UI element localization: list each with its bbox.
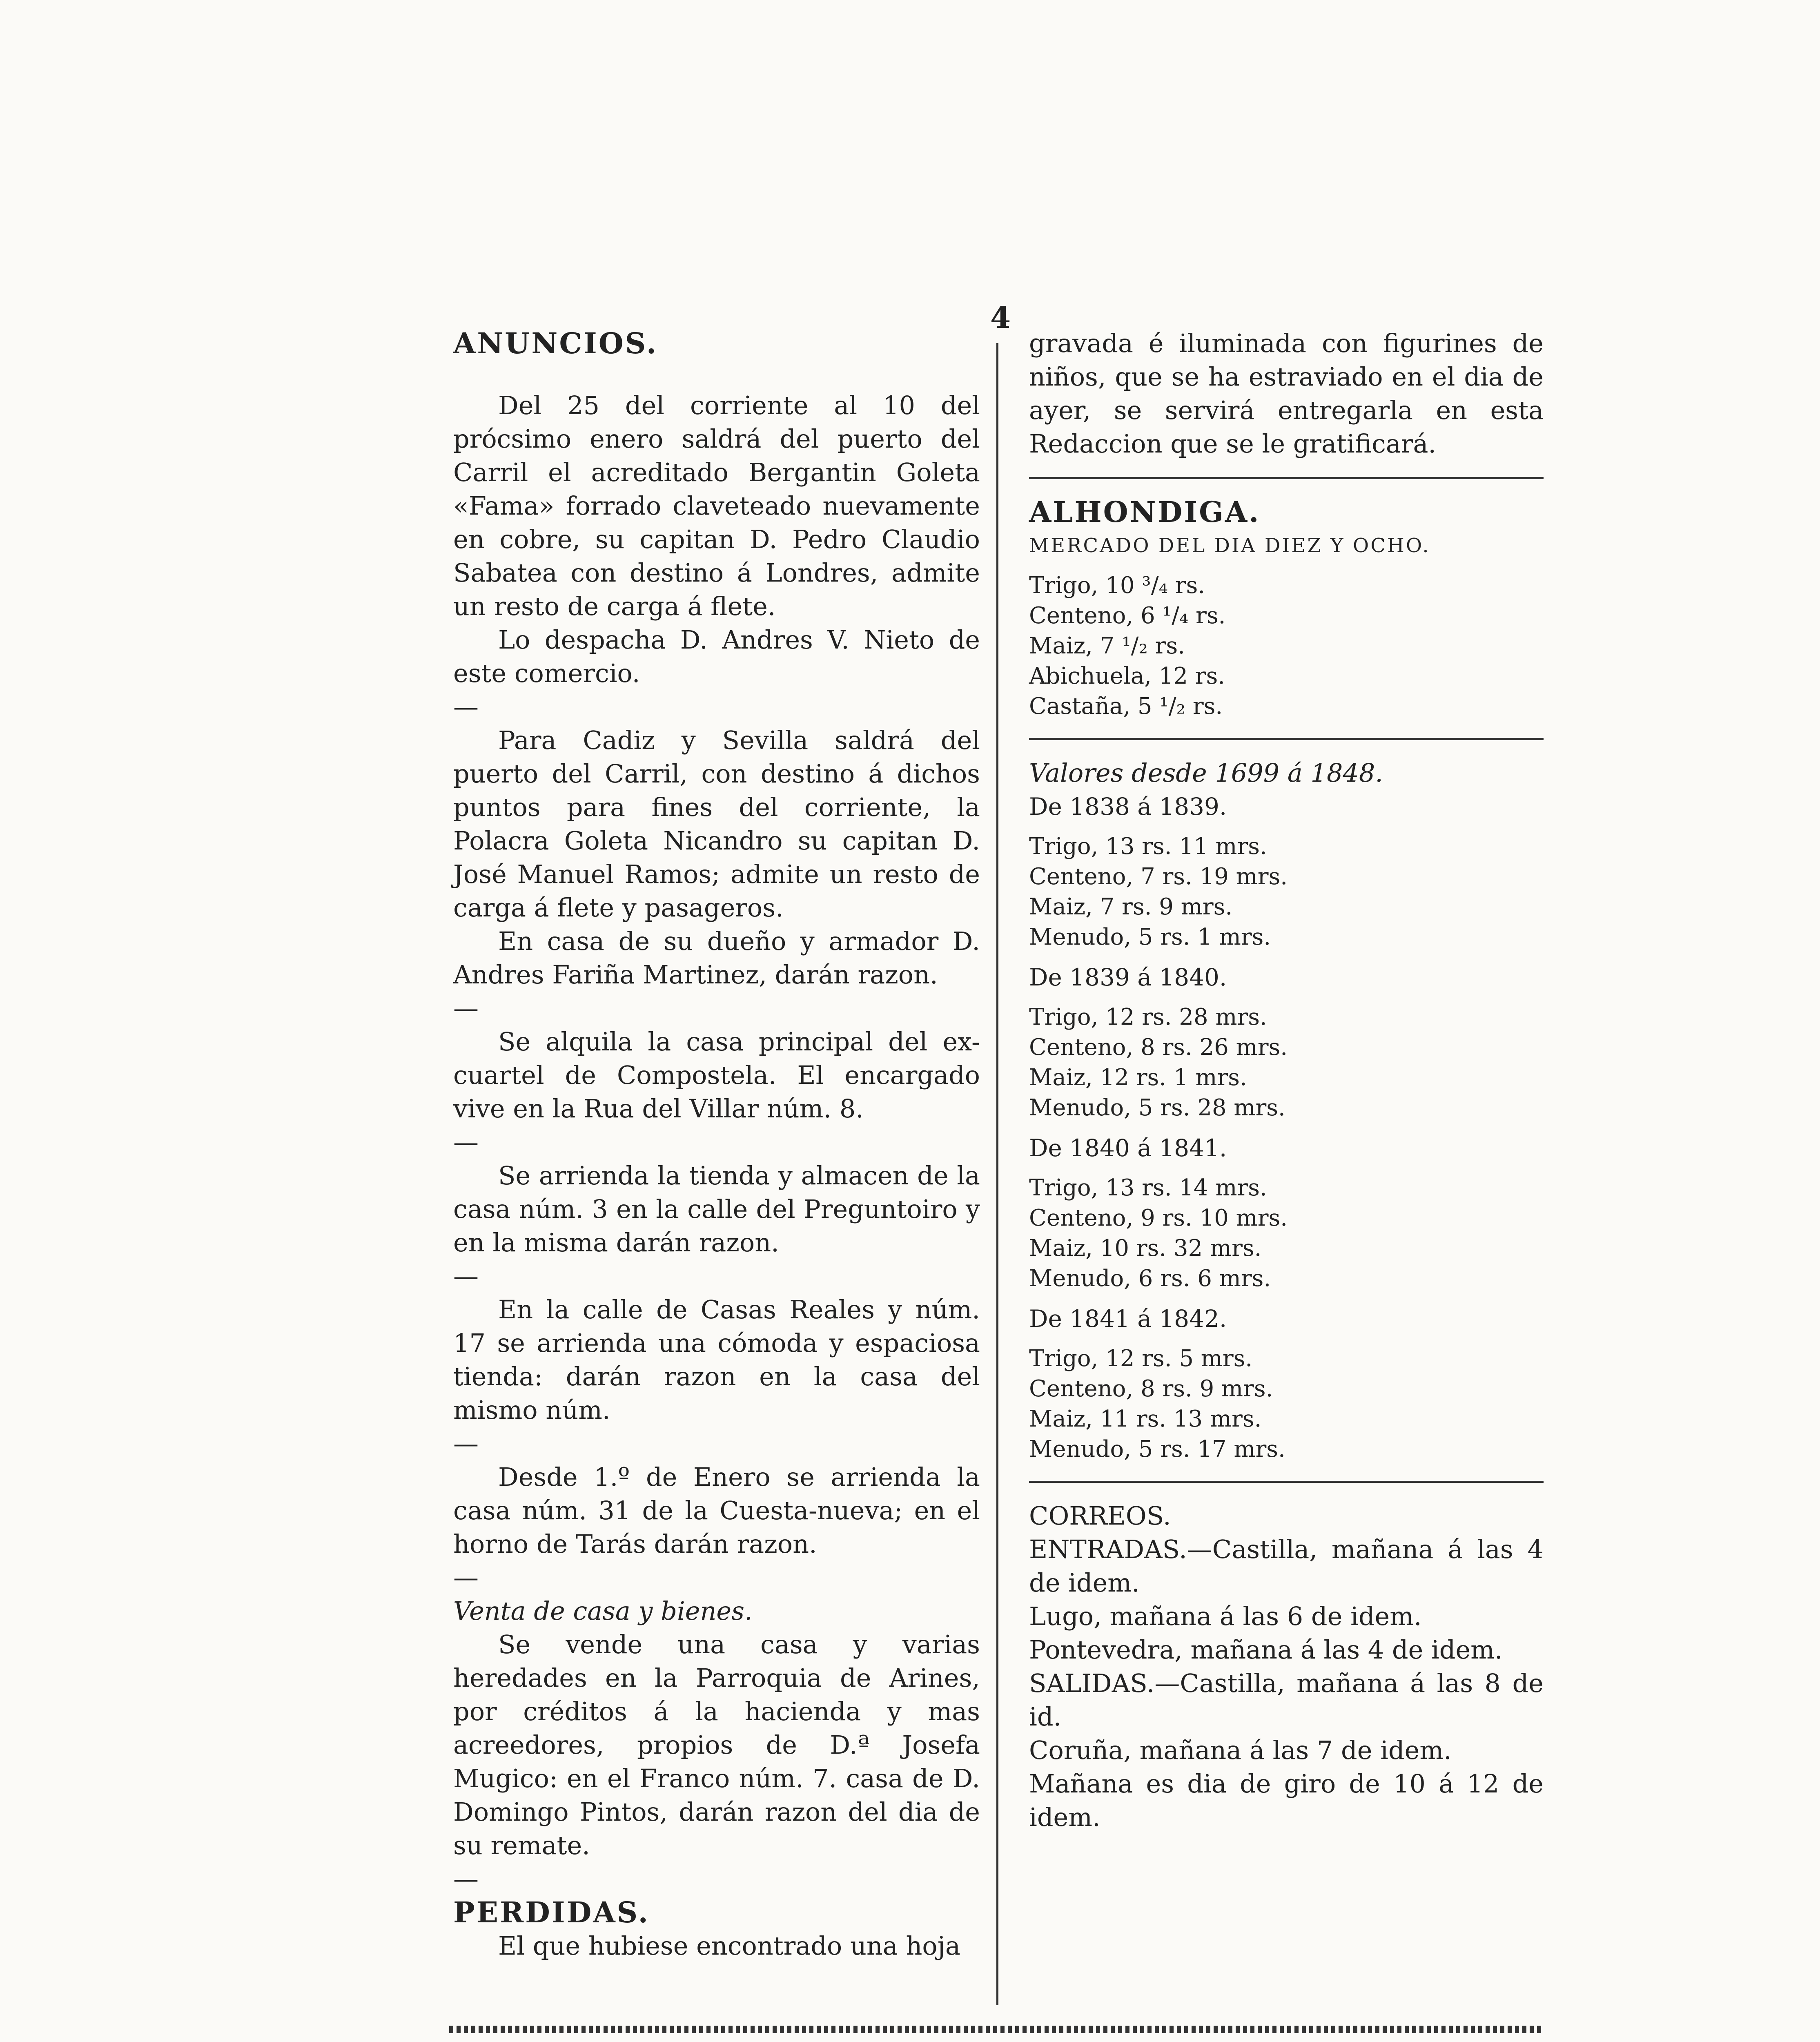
sale-title: Venta de casa y bienes. (453, 1596, 753, 1626)
list-item: Maiz, 11 rs. 13 mrs. (1029, 1406, 1262, 1432)
ad-fama: Del 25 del corriente al 10 del prócsimo enero saldrá del puerto del Carril el acreditado Bergantin Goleta «Fama» forrado claveteado nuevamente en cobre, su capitan D. Pedro Claudio Sabatea con destino á Londres, admite un resto de carga á flete. (453, 390, 980, 621)
separator: — (453, 692, 479, 722)
range-label: De 1841 á 1842. (1029, 1305, 1227, 1333)
ad-cuartel: Se alquila la casa principal del ex-cuartel de Compostela. El encargado vive en la Rua del Villar núm. 8. (453, 1027, 980, 1124)
alhondiga-heading: ALHONDIGA. (1029, 495, 1261, 529)
list-item: Maiz, 7 ¹/₂ rs. (1029, 633, 1185, 659)
list-item: Centeno, 8 rs. 9 mrs. (1029, 1375, 1273, 1402)
separator: — (453, 1127, 479, 1157)
separator: — (453, 1429, 479, 1458)
column-divider (996, 343, 998, 2005)
range-label: De 1839 á 1840. (1029, 963, 1227, 991)
correos-line: SALIDAS.—Castilla, mañana á las 8 de id. (1029, 1668, 1544, 1732)
correos-line: Coruña, mañana á las 7 de idem. (1029, 1735, 1452, 1765)
correos-line: Lugo, mañana á las 6 de idem. (1029, 1601, 1422, 1631)
list-item: Castaña, 5 ¹/₂ rs. (1029, 693, 1223, 720)
correos-heading: CORREOS. (1029, 1501, 1171, 1531)
list-item: Maiz, 7 rs. 9 mrs. (1029, 894, 1233, 920)
anuncios-heading: ANUNCIOS. (453, 326, 658, 360)
list-item: Trigo, 13 rs. 11 mrs. (1029, 833, 1267, 860)
ad-nicandro-owner: En casa de su dueño y armador D. Andres Fariña Martinez, darán razon. (453, 926, 980, 990)
lost-text-end: gravada é iluminada con figurines de niños, que se ha estraviado en el dia de ayer, se servirá entregarla en esta Redaccion que se le gratificará. (1029, 328, 1544, 459)
list-item: Maiz, 12 rs. 1 mrs. (1029, 1064, 1247, 1091)
values-title: Valores desde 1699 á 1848. (1029, 758, 1383, 788)
ad-cuesta-nueva: Desde 1.º de Enero se arrienda la casa núm. 31 de la Cuesta-nueva; en el horno de Tarás darán razon. (453, 1462, 980, 1559)
list-item: Menudo, 5 rs. 28 mrs. (1029, 1095, 1285, 1121)
market-list (1029, 571, 1544, 722)
list-item: Abichuela, 12 rs. (1029, 663, 1225, 689)
list-item: Centeno, 6 ¹/₄ rs. (1029, 602, 1226, 629)
ad-casas-reales: En la calle de Casas Reales y núm. 17 se arrienda una cómoda y espaciosa tienda: darán razon en la casa del mismo núm. (453, 1295, 980, 1425)
right-column (1029, 327, 1544, 1834)
list-item: Trigo, 10 ³/₄ rs. (1029, 572, 1205, 599)
ad-nicandro: Para Cadiz y Sevilla saldrá del puerto del Carril, con destino á dichos puntos para fines del corriente, la Polacra Goleta Nicandro su capitan D. José Manuel Ramos; admite un resto de carga á flete y pasageros. (453, 725, 980, 923)
correos-list (1029, 1533, 1544, 1834)
ornamental-border (449, 2026, 1544, 2033)
list-item: Centeno, 9 rs. 10 mrs. (1029, 1205, 1288, 1231)
list-item: Menudo, 5 rs. 1 mrs. (1029, 924, 1271, 950)
rule (1029, 477, 1544, 479)
rule (1029, 1481, 1544, 1483)
sale-text: Se vende una casa y varias heredades en la Parroquia de Arines, por créditos á la hacienda y mas acreedores, propios de D.ª Josefa Mugico: en el Franco núm. 7. casa de D. Domingo Pintos, darán razon del dia de su remate. (453, 1630, 980, 1860)
separator: — (453, 993, 479, 1023)
separator: — (453, 1864, 479, 1894)
rule (1029, 738, 1544, 740)
range-list (1029, 832, 1544, 952)
ad-fama-agent: Lo despacha D. Andres V. Nieto de este comercio. (453, 625, 980, 688)
market-subtitle: MERCADO DEL DIA DIEZ Y OCHO. (1029, 534, 1430, 557)
list-item: Menudo, 5 rs. 17 mrs. (1029, 1436, 1285, 1462)
range-list (1029, 1002, 1544, 1123)
correos-line: Pontevedra, mañana á las 4 de idem. (1029, 1635, 1503, 1665)
lost-text-start: El que hubiese encontrado una hoja (498, 1931, 960, 1961)
range-list (1029, 1344, 1544, 1465)
range-label: De 1838 á 1839. (1029, 793, 1227, 820)
correos-line: Mañana es dia de giro de 10 á 12 de idem. (1029, 1769, 1544, 1832)
list-item: Centeno, 7 rs. 19 mrs. (1029, 863, 1288, 890)
list-item: Maiz, 10 rs. 32 mrs. (1029, 1235, 1262, 1262)
range-label: De 1840 á 1841. (1029, 1134, 1227, 1162)
ad-preguntoiro: Se arrienda la tienda y almacen de la casa núm. 3 en la calle del Preguntoiro y en la misma darán razon. (453, 1161, 980, 1257)
list-item: Menudo, 6 rs. 6 mrs. (1029, 1265, 1271, 1292)
list-item: Centeno, 8 rs. 26 mrs. (1029, 1034, 1288, 1061)
list-item: Trigo, 13 rs. 14 mrs. (1029, 1175, 1267, 1201)
correos-line: ENTRADAS.—Castilla, mañana á las 4 de idem. (1029, 1534, 1544, 1598)
left-column (453, 327, 980, 1963)
separator: — (453, 1563, 479, 1592)
list-item: Trigo, 12 rs. 5 mrs. (1029, 1345, 1253, 1372)
separator: — (453, 1261, 479, 1291)
list-item: Trigo, 12 rs. 28 mrs. (1029, 1004, 1267, 1030)
page-number: 4 (990, 300, 1011, 335)
perdidas-heading: PERDIDAS. (453, 1895, 650, 1929)
range-list (1029, 1173, 1544, 1294)
